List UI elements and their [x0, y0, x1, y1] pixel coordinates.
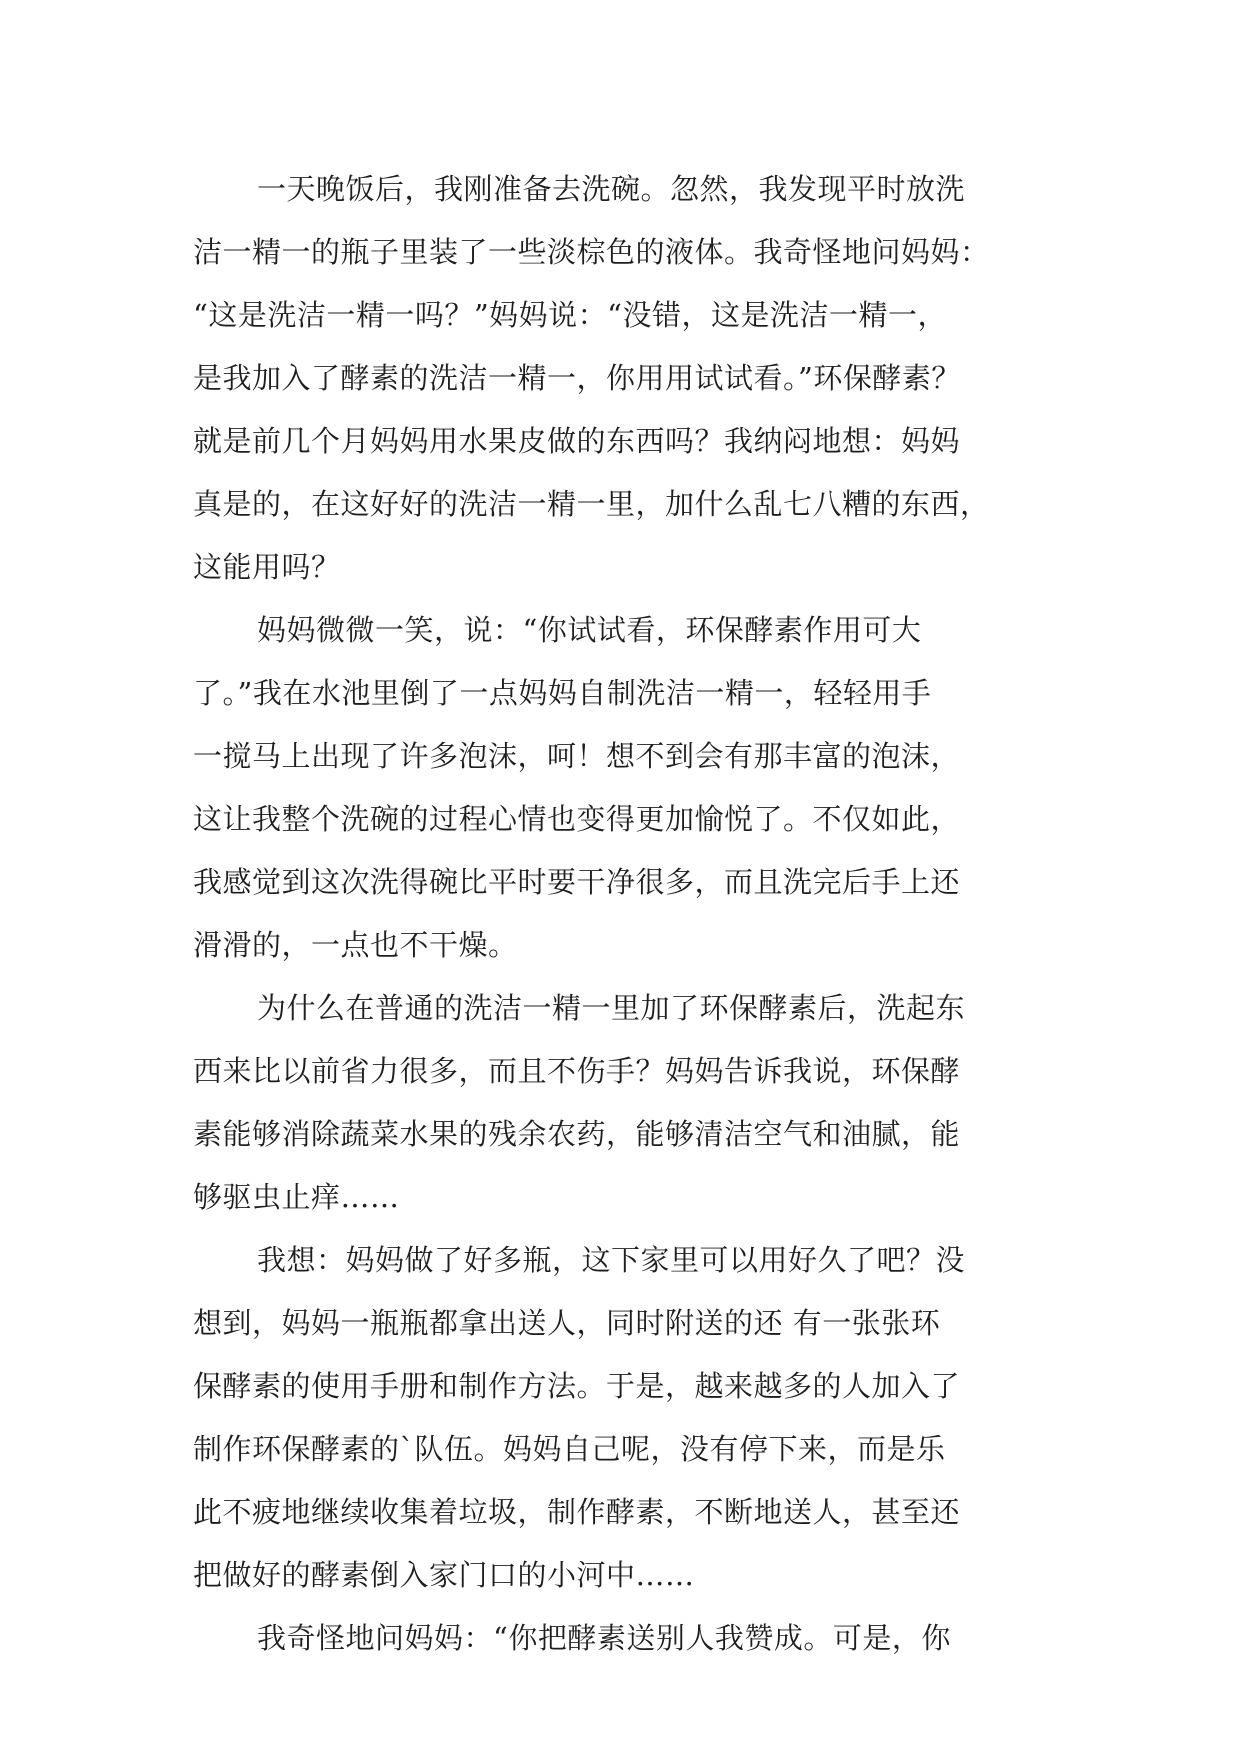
- body-text: [193, 158, 1053, 1670]
- text-line: 一搅马上出现了许多泡沫，呵！想不到会有那丰富的泡沫，: [193, 739, 961, 773]
- paragraph-3: [193, 977, 1053, 1229]
- text-line: 洁一精一的瓶子里装了一些淡棕色的液体。我奇怪地问妈妈：: [193, 235, 990, 269]
- text-line: 是我加入了酵素的洗洁一精一，你用用试试看。”环保酵素？: [193, 361, 961, 395]
- paragraph-5: [193, 1607, 1053, 1670]
- paragraph-2: [193, 599, 1053, 977]
- text-line: 保酵素的使用手册和制作方法。于是，越来越多的人加入了: [193, 1369, 961, 1403]
- text-line: 真是的，在这好好的洗洁一精一里，加什么乱七八糟的东西，: [193, 487, 990, 521]
- text-line: 素能够消除蔬菜水果的残余农药，能够清洁空气和油腻，能: [193, 1117, 961, 1151]
- text-line: 我奇怪地问妈妈：“你把酵素送别人我赞成。可是，你: [257, 1621, 951, 1655]
- text-line: “这是洗洁一精一吗？”妈妈说：“没错，这是洗洁一精一，: [193, 298, 947, 332]
- text-line: 这能用吗？: [193, 550, 341, 584]
- paragraph-1: [193, 158, 1053, 599]
- text-line: 一天晚饭后，我刚准备去洗碗。忽然，我发现平时放洗: [257, 172, 966, 206]
- text-line: 够驱虫止痒……: [193, 1180, 400, 1214]
- text-line: 此不疲地继续收集着垃圾，制作酵素，不断地送人，甚至还: [193, 1495, 961, 1529]
- text-line: 为什么在普通的洗洁一精一里加了环保酵素后，洗起东: [257, 991, 966, 1025]
- text-line: 我想：妈妈做了好多瓶，这下家里可以用好久了吧？没: [257, 1243, 966, 1277]
- text-line: 西来比以前省力很多，而且不伤手？妈妈告诉我说，环保酵: [193, 1054, 961, 1088]
- paragraph-4: [193, 1229, 1053, 1607]
- text-line: 制作环保酵素的`队伍。妈妈自己呢，没有停下来，而是乐: [193, 1432, 946, 1466]
- text-line: 妈妈微微一笑，说：“你试试看，环保酵素作用可大: [257, 613, 922, 647]
- text-line: 我感觉到这次洗得碗比平时要干净很多，而且洗完后手上还: [193, 865, 961, 899]
- text-line: 了。”我在水池里倒了一点妈妈自制洗洁一精一，轻轻用手: [193, 676, 932, 710]
- text-line: 滑滑的，一点也不干燥。: [193, 928, 518, 962]
- text-line: 把做好的酵素倒入家门口的小河中……: [193, 1558, 695, 1592]
- text-line: 这让我整个洗碗的过程心情也变得更加愉悦了。不仅如此，: [193, 802, 961, 836]
- text-line: 想到，妈妈一瓶瓶都拿出送人，同时附送的还 有一张张环: [193, 1306, 941, 1340]
- text-line: 就是前几个月妈妈用水果皮做的东西吗？我纳闷地想：妈妈: [193, 424, 961, 458]
